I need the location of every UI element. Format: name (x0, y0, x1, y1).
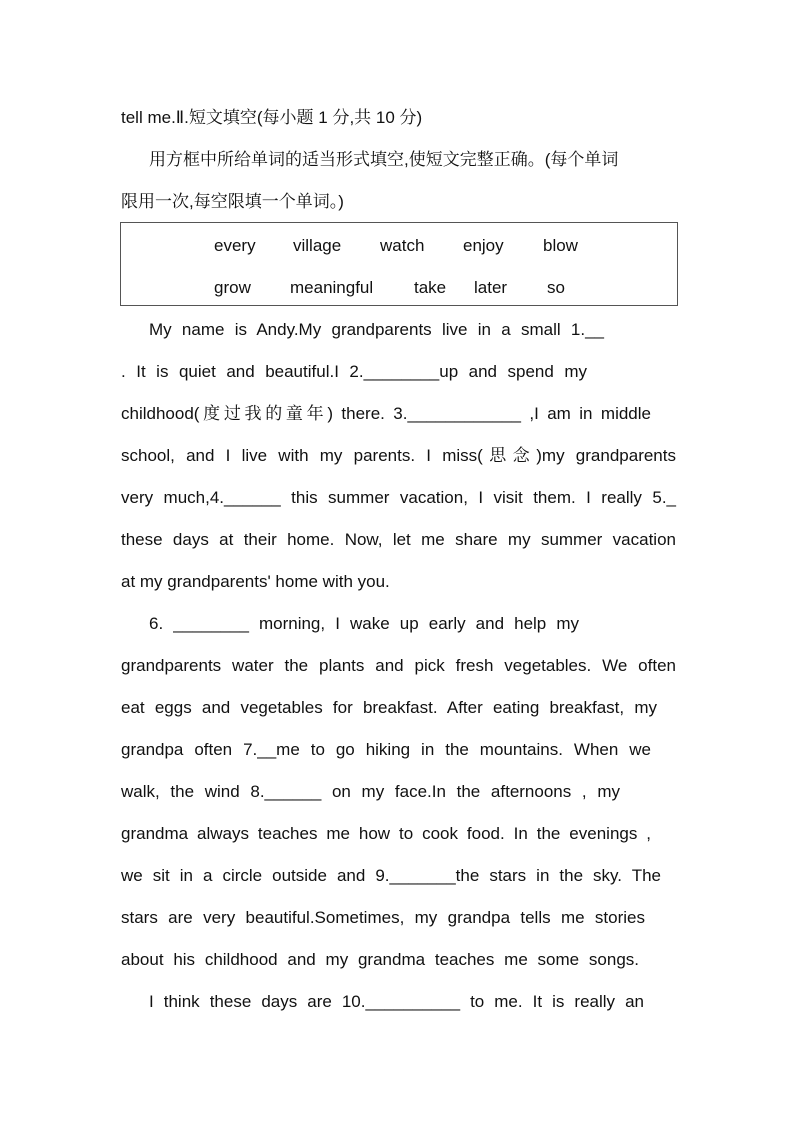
word-take: take (414, 278, 447, 297)
passage-line: 6. ________ morning, I wake up early and help my (149, 614, 579, 633)
passage-line: stars are very beautiful.Sometimes, my grandpa tells me stories (121, 908, 645, 927)
passage-line: at my grandparents' home with you. (121, 572, 390, 591)
passage-line: very much,4.______ this summer vacation, I visit them. I really 5._ (121, 488, 676, 507)
instruction-line-2: 限用一次,每空限填一个单词。) (121, 192, 344, 211)
passage-line: childhood(度过我的童年) there. 3.____________ ,I am in middle (121, 404, 651, 423)
word-bank-box (120, 222, 678, 306)
passage-line: we sit in a circle outside and 9._______the stars in the sky. The (121, 866, 661, 885)
passage-line: grandpa often 7.__me to go hiking in the mountains. When we (121, 740, 651, 759)
word-meaningful: meaningful (290, 278, 374, 297)
passage-line: these days at their home. Now, let me share my summer vacation (121, 530, 676, 549)
word-blow: blow (543, 236, 578, 255)
passage-line: I think these days are 10.__________ to me. It is really an (149, 992, 644, 1011)
passage-line: eat eggs and vegetables for breakfast. After eating breakfast, my (121, 698, 657, 717)
passage-line: school, and I live with my parents. I miss(思念)my grandparents (121, 446, 676, 465)
instruction-line-1: 用方框中所给单词的适当形式填空,使短文完整正确。(每个单词 (149, 150, 619, 169)
word-grow: grow (214, 278, 251, 297)
passage-line: about his childhood and my grandma teaches me some songs. (121, 950, 639, 969)
word-enjoy: enjoy (463, 236, 504, 255)
section-heading: tell me.Ⅱ.短文填空(每小题 1 分,共 10 分) (121, 108, 423, 127)
passage-line: grandma always teaches me how to cook food. In the evenings , (121, 824, 651, 843)
passage-line: . It is quiet and beautiful.I 2.________up and spend my (121, 362, 587, 381)
passage-line: grandparents water the plants and pick fresh vegetables. We often (121, 656, 676, 675)
word-so: so (547, 278, 565, 297)
passage-line: My name is Andy.My grandparents live in a small 1.__ (149, 320, 604, 339)
passage-line: walk, the wind 8.______ on my face.In the afternoons , my (121, 782, 620, 801)
word-watch: watch (380, 236, 425, 255)
word-later: later (474, 278, 508, 297)
word-every: every (214, 236, 256, 255)
word-village: village (293, 236, 342, 255)
